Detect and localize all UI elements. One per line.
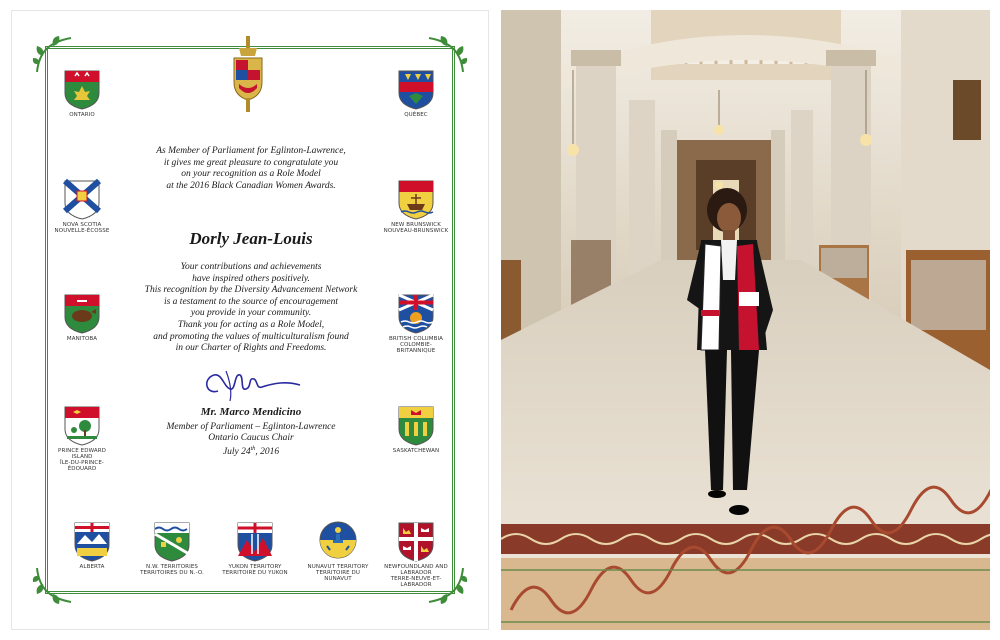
saskatchewan-shield-icon	[395, 404, 437, 446]
crest-yukon: YUKON TERRITORY TERRITOIRE DU YUKON	[220, 520, 290, 576]
crest-british-columbia: BRITISH COLUMBIA COLOMBIE-BRITANNIQUE	[381, 292, 451, 354]
crest-newfoundland: NEWFOUNDLAND AND LABRADOR TERRE-NEUVE-ET-LABRADOR	[381, 520, 451, 588]
signature	[196, 367, 306, 403]
crest-prince-edward-island: PRINCE EDWARD ISLAND ÎLE-DU-PRINCE-ÉDOUARD	[47, 404, 117, 472]
newfoundland-shield-icon	[395, 520, 437, 562]
crest-saskatchewan: SASKATCHEWAN	[381, 404, 451, 454]
pei-shield-icon	[61, 404, 103, 446]
body-paragraph: Your contributions and achievements have inspired others positively. This recognition by the Diversity Advancement Network is a testament to the source of encouragement you provide in your community. Thank you for acting as a Role Model, and promoting the values of multiculturalism found in our Charter of Rights and Freedoms.	[144, 262, 358, 354]
new-brunswick-shield-icon	[395, 178, 437, 220]
crest-alberta: ALBERTA	[57, 520, 127, 570]
crest-nova-scotia: NOVA SCOTIA NOUVELLE-ÉCOSSE	[47, 178, 117, 234]
crest-ontario: ONTARIO	[47, 68, 117, 118]
certificate-date: July 24th, 2016	[222, 446, 280, 458]
crest-nunavut: NUNAVUT TERRITORY TERRITOIRE DU NUNAVUT	[303, 520, 373, 582]
crest-quebec: QUÉBEC	[381, 68, 451, 118]
quebec-shield-icon	[395, 68, 437, 110]
signer-details: Member of Parliament – Eglinton-Lawrence Ontario Caucus Chair July 24th, 2016	[111, 422, 391, 459]
signer-name: Mr. Marco Mendicino	[200, 406, 302, 418]
crest-new-brunswick: NEW BRUNSWICK NOUVEAU-BRUNSWICK	[381, 178, 451, 234]
crest-northwest-territories: N.W. TERRITORIES TERRITOIRES DU N.-O.	[137, 520, 207, 576]
manitoba-shield-icon	[61, 292, 103, 334]
nova-scotia-shield-icon	[61, 178, 103, 220]
recipient-name: Dorly Jean-Louis	[189, 229, 313, 248]
photo-parliament-hallway	[501, 10, 990, 630]
certificate	[11, 10, 489, 630]
nwt-shield-icon	[151, 520, 193, 562]
ontario-shield-icon	[61, 68, 103, 110]
crest-manitoba: MANITOBA	[47, 292, 117, 342]
yukon-shield-icon	[234, 520, 276, 562]
royal-arms-icon	[225, 36, 271, 112]
intro-paragraph: As Member of Parliament for Eglinton-Lawrence, it gives me great pleasure to congratulate you on your recognition as a Role Model at the 2016 Black Canadian Women Awards.	[156, 146, 346, 191]
british-columbia-shield-icon	[395, 292, 437, 334]
nunavut-shield-icon	[317, 520, 359, 562]
alberta-shield-icon	[71, 520, 113, 562]
